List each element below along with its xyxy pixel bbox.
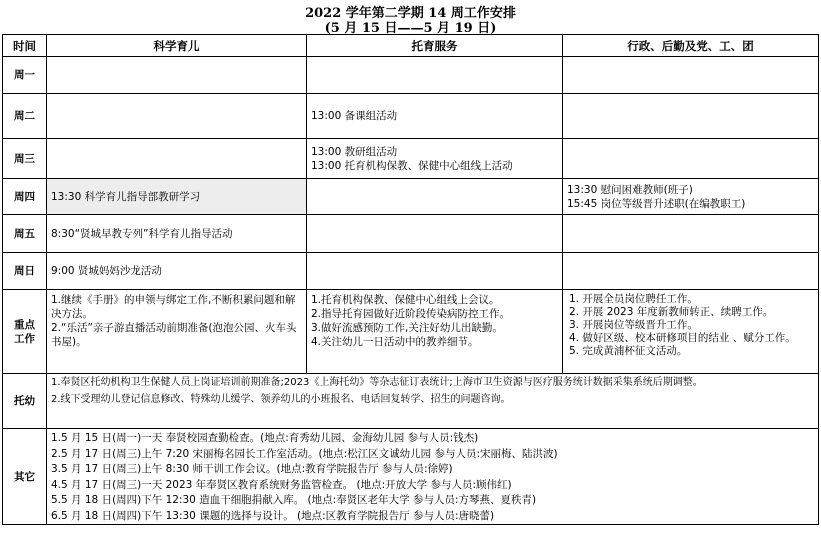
others-item: 6.5 月 18 日(周四)下午 13:30 课题的选择与设计。 (地点:区教育学院报告厅 参与人员:唐晓蕾): [51, 509, 495, 522]
cell-admin: [563, 57, 819, 94]
key-work-item: 2. 开展 2023 年度新教师转正、续聘工作。: [569, 306, 774, 318]
others-item: 3.5 月 17 日(周三)上午 8:30 师干训工作会议。(地点:教育学院报告厅 参与人员:徐婷): [51, 463, 453, 475]
day-row-wed: [3, 139, 819, 179]
tuoyou-content: [47, 374, 819, 429]
schedule-entry: 13:30 科学育儿指导部教研学习: [51, 190, 201, 203]
key-work-row: [3, 290, 819, 374]
key-work-science: [47, 290, 307, 374]
others-content: [47, 429, 819, 525]
tuoyou-row: [3, 374, 819, 429]
day-label: 周四: [3, 179, 47, 215]
key-work-item: 1. 开展全员岗位聘任工作。: [569, 293, 698, 305]
others-label: 其它: [3, 429, 47, 525]
cell-nursery: [307, 139, 563, 179]
others-row: [3, 429, 819, 525]
day-label: 周五: [3, 215, 47, 253]
cell-science: [47, 179, 307, 215]
others-item: 5.5 月 18 日(周四)下午 12:30 造血干细胞捐献入库。 (地点:奉贤区老年大学 参与人员:方琴燕、夏秩青): [51, 494, 537, 506]
key-work-item: 3.做好流感预防工作,关注好幼儿出缺勤。: [311, 322, 503, 334]
cell-nursery: [307, 215, 563, 253]
key-work-label: 重点 工作: [3, 290, 47, 374]
cell-science: [47, 215, 307, 253]
schedule-entry: 13:00 托育机构保教、保健中心组线上活动: [311, 159, 513, 172]
key-work-admin: [563, 290, 819, 374]
schedule-entry: 9:00 贤城妈妈沙龙活动: [51, 265, 162, 277]
tuoyou-item: 1.奉贤区托幼机构卫生保健人员上岗证培训前期准备;2023《上海托幼》等杂志征订表统计;上海市卫生资源与医疗服务统计数据采集系统后期调整。: [51, 377, 703, 388]
cell-nursery: [307, 94, 563, 139]
schedule-entry: 8:30“贤城早教专列”科学育儿指导活动: [51, 227, 233, 240]
day-row-mon: [3, 57, 819, 94]
others-item: 1.5 月 15 日(周一)一天 奉贤校园查勤检查。(地点:育秀幼儿园、金海幼儿园 参与人员:钱杰): [51, 432, 479, 444]
cell-science: [47, 94, 307, 139]
day-row-fri: [3, 215, 819, 253]
key-work-item: 4. 做好区级、校本研修项目的结业 、赋分工作。: [569, 332, 796, 344]
tuoyou-item: 2.线下受理幼儿登记信息修改、特殊幼儿缓学、领养幼儿的小班报名、电话回复转学、招生的问题咨询。: [51, 394, 511, 405]
others-item: 4.5 月 17 日(周三)一天 2023 年奉贤区教育系统财务监管检查。 (地点:开放大学 参与人员:顾伟红): [51, 478, 512, 491]
key-work-item: 4.关注幼儿一日活动中的教养细节。: [311, 336, 479, 348]
schedule-entry: 15:45 岗位等级晋升述职(在编教职工): [567, 197, 746, 210]
schedule-entry: 13:00 教研组活动: [311, 145, 398, 158]
header-time: 时间: [3, 35, 47, 57]
key-work-item: 1.托育机构保教、保健中心组线上会议。: [311, 294, 500, 306]
title-line-1: 2022 学年第二学期 14 周工作安排: [305, 6, 516, 21]
cell-admin: [563, 215, 819, 253]
day-label: 周三: [3, 139, 47, 179]
key-work-item: 1.继续《手册》的申领与绑定工作,不断积累问题和解决方法。: [51, 294, 296, 320]
key-work-item: 3. 开展岗位等级晋升工作。: [569, 319, 698, 331]
header-admin: 行政、后勤及党、工、团: [563, 35, 819, 57]
header-science: 科学育儿: [47, 35, 307, 57]
cell-admin: [563, 179, 819, 215]
key-work-item: 2.指导托育园做好近阶段传染病防控工作。: [311, 308, 511, 320]
cell-science: [47, 139, 307, 179]
cell-admin: [563, 94, 819, 139]
cell-nursery: [307, 57, 563, 94]
cell-science: [47, 57, 307, 94]
title-line-2: (5 月 15 日——5 月 19 日): [324, 21, 497, 36]
cell-admin: [563, 139, 819, 179]
cell-science: [47, 253, 307, 290]
day-label: 周二: [3, 94, 47, 139]
key-work-item: 2.“乐活”亲子游直播活动前期准备(泡泡公园、火车头书屋)。: [51, 322, 297, 348]
cell-nursery: [307, 253, 563, 290]
schedule-table: [2, 34, 819, 525]
cell-nursery: [307, 179, 563, 215]
header-row: [3, 35, 819, 57]
day-row-thu: [3, 179, 819, 215]
schedule-entry: 13:00 备课组活动: [311, 110, 398, 122]
key-work-nursery: [307, 290, 563, 374]
schedule-entry: 13:30 慰问困难教师(班子): [567, 183, 693, 196]
day-row-tue: [3, 94, 819, 139]
others-item: 2.5 月 17 日(周三)上午 7:20 宋丽梅名园长工作室活动。(地点:松江区文诚幼儿园 参与人员:宋丽梅、陆洪波): [51, 447, 558, 460]
key-work-item: 5. 完成黄浦杯征文活动。: [569, 345, 688, 357]
tuoyou-label: 托幼: [3, 374, 47, 429]
page-title: [0, 0, 821, 34]
day-label: 周一: [3, 57, 47, 94]
day-label: 周日: [3, 253, 47, 290]
cell-admin: [563, 253, 819, 290]
header-nursery: 托育服务: [307, 35, 563, 57]
day-row-sun: [3, 253, 819, 290]
